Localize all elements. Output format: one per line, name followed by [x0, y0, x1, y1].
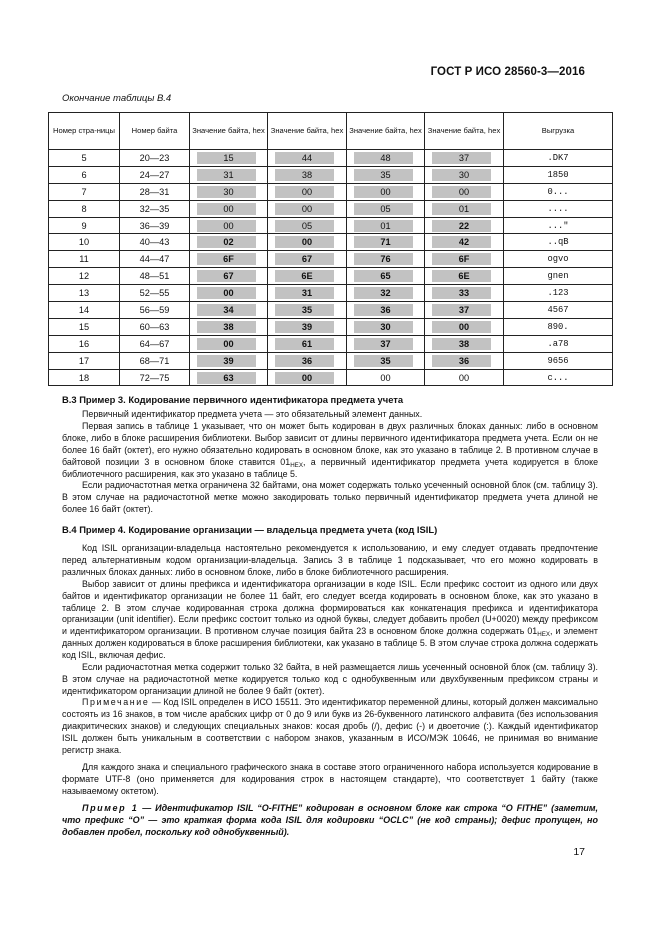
cell-byte: 28—31 — [120, 183, 190, 200]
cell-hex: 39 — [190, 352, 268, 369]
cell-dump: 0... — [504, 183, 613, 200]
cell-page: 15 — [49, 318, 120, 335]
table-row — [49, 335, 613, 352]
cell-hex: 00 — [190, 200, 268, 217]
cell-dump: .123 — [504, 285, 613, 302]
cell-page: 14 — [49, 302, 120, 319]
cell-hex: 00 — [268, 369, 347, 386]
cell-hex: 67 — [190, 268, 268, 285]
col-header-dump: Выгрузка — [504, 113, 613, 150]
table-row — [49, 285, 613, 302]
cell-hex: 42 — [425, 234, 504, 251]
cell-page: 18 — [49, 369, 120, 386]
table-row — [49, 234, 613, 251]
cell-hex: 6E — [268, 268, 347, 285]
cell-hex: 02 — [190, 234, 268, 251]
cell-hex: 00 — [268, 183, 347, 200]
cell-byte: 64—67 — [120, 335, 190, 352]
cell-page: 16 — [49, 335, 120, 352]
table-row — [49, 302, 613, 319]
cell-hex: 31 — [268, 285, 347, 302]
col-header-hex2: Значение байта, hex — [268, 113, 347, 150]
paragraph: Первая запись в таблице 1 указывает, что он может быть кодирован в двух различных блоках данных: либо в основном блоке, либо в блоке расширения библиотеки. Выбор зависит от длины первичного идентификатора предмета учета. Если он не более 16 байт (октет), его нужно обязательно кодировать в основном блоке, как это указано в таблице 2. В противном случае в байтовой позиции 3 в основном блоке ставится $01_{HEX}$, а первичный идентификатор предмета учета кодируется в блоке библиотечного расширения, как это указано в таблице 5. — [62, 420, 599, 479]
cell-hex: 36 — [268, 352, 347, 369]
cell-hex: 00 — [425, 369, 504, 386]
cell-page: 9 — [49, 217, 120, 234]
cell-byte: 68—71 — [120, 352, 190, 369]
cell-hex: 61 — [268, 335, 347, 352]
cell-hex: 00 — [190, 285, 268, 302]
cell-hex: 05 — [347, 200, 425, 217]
section-b4-title: В.4 Пример 4. Кодирование организации — владельца предмета учета (код ISIL) — [62, 524, 438, 535]
cell-page: 13 — [49, 285, 120, 302]
cell-hex: 00 — [347, 369, 425, 386]
cell-hex: 39 — [268, 318, 347, 335]
example-label: Пример 1 — [82, 803, 139, 813]
paragraph: Если радиочастотная метка содержит только 32 байта, в ней размещается лишь усеченный основной блок (см. таблицу 3). В этом случае на радиочастотной метке кодируется только код с однобуквенным или двухбуквенным префиксом страны и идентификатором организации длиной не более 9 байт (октет). — [62, 662, 598, 696]
cell-hex: 76 — [347, 251, 425, 268]
cell-dump: ..qB — [504, 234, 613, 251]
table-row — [49, 369, 613, 386]
cell-byte: 44—47 — [120, 251, 190, 268]
col-header-hex4: Значение байта, hex — [425, 113, 504, 150]
col-header-byte: Номер байта — [120, 113, 190, 150]
example-paragraph: Пример 1 — Идентификатор ISIL “O-FITHE” кодирован в основном блоке как строка “O FITHE” (заметим, что префикс “O” — это краткая форма кода ISIL для кодировки “OCLC” (не код страны); дефис пропущен, но добавлен пробел, поскольку код однобуквенный). — [62, 803, 598, 837]
cell-page: 10 — [49, 234, 120, 251]
cell-hex: 35 — [347, 352, 425, 369]
cell-hex: 30 — [347, 318, 425, 335]
cell-hex: 33 — [425, 285, 504, 302]
paragraph: Для каждого знака и специального графического знака в составе этого ограниченного набора используется кодирование в формате UTF-8 (оно применяется для кодирования строк в настоящем стандарте), что соответствует 1 байту (также называемому октетом). — [62, 762, 598, 796]
cell-hex: 01 — [347, 217, 425, 234]
table-row — [49, 150, 613, 167]
document-header: ГОСТ Р ИСО 28560-3—2016 — [430, 66, 585, 78]
cell-hex: 35 — [347, 166, 425, 183]
section-b4-utf8 — [62, 762, 598, 798]
cell-hex: 63 — [190, 369, 268, 386]
cell-hex: 6F — [425, 251, 504, 268]
paragraph: Код ISIL организации-владельца настоятельно рекомендуется к использованию, и ему следует отдавать предпочтение перед альтернативным кодом организации-владельца. Запись 3 в таблице 1 подсказывает, что его можно кодировать в различных блоках данных: либо в основном блоке, либо в блоке библиотечного расширения. — [62, 543, 598, 577]
table-row — [49, 318, 613, 335]
table-row — [49, 352, 613, 369]
cell-hex: 65 — [347, 268, 425, 285]
cell-hex: 36 — [347, 302, 425, 319]
cell-dump: 9656 — [504, 352, 613, 369]
section-b3-title: В.3 Пример 3. Кодирование первичного идентификатора предмета учета — [62, 394, 404, 405]
cell-hex: 15 — [190, 150, 268, 167]
cell-hex: 71 — [347, 234, 425, 251]
table-row — [49, 183, 613, 200]
cell-hex: 00 — [425, 318, 504, 335]
paragraph: Если радиочастотная метка ограничена 32 байтами, она может содержать только усеченный основной блок (см. таблицу 3). В этом случае на радиочастотной метке можно закодировать только первичный идентификатор предмета учета длиной не более 16 байт (октет). — [62, 480, 598, 515]
cell-hex: 6E — [425, 268, 504, 285]
cell-dump: 1850 — [504, 166, 613, 183]
cell-dump: c... — [504, 369, 613, 386]
cell-hex: 31 — [190, 166, 268, 183]
table-row — [49, 251, 613, 268]
cell-byte: 56—59 — [120, 302, 190, 319]
note-paragraph: Примечание — Код ISIL определен в ИСО 15511. Это идентификатор переменной длины, который должен максимально состоять из 16 знаков, в том числе арабских цифр от 0 до 9 или букв из 26-буквенного латинского алфавита (без использования диакритических знаков) и следующих специальных знаков: косая дробь (/), дефис (-) и двоеточие (:). Каждый идентификатор ISIL должен быть уникальным в соответствии с набором знаков, указанным в ИСО/МЭК 10646, не принимая во внимание регистр знака. — [62, 697, 598, 755]
paragraph: Первичный идентификатор предмета учета — это обязательный элемент данных. — [82, 409, 423, 419]
cell-dump: .... — [504, 200, 613, 217]
cell-hex: 30 — [425, 166, 504, 183]
cell-dump: ogvo — [504, 251, 613, 268]
cell-byte: 48—51 — [120, 268, 190, 285]
cell-hex: 38 — [425, 335, 504, 352]
table-caption: Окончание таблицы В.4 — [62, 93, 172, 104]
cell-hex: 37 — [425, 150, 504, 167]
cell-hex: 38 — [190, 318, 268, 335]
cell-hex: 22 — [425, 217, 504, 234]
note-block — [62, 697, 598, 757]
section-b4-body — [62, 543, 598, 698]
cell-hex: 34 — [190, 302, 268, 319]
cell-byte: 36—39 — [120, 217, 190, 234]
cell-hex: 32 — [347, 285, 425, 302]
note-label: Примечание — [82, 697, 150, 707]
cell-dump: .a78 — [504, 335, 613, 352]
cell-page: 5 — [49, 150, 120, 167]
cell-hex: 05 — [268, 217, 347, 234]
cell-hex: 35 — [268, 302, 347, 319]
cell-page: 6 — [49, 166, 120, 183]
cell-hex: 37 — [347, 335, 425, 352]
example-block — [62, 802, 598, 838]
cell-hex: 00 — [268, 200, 347, 217]
cell-hex: 01 — [425, 200, 504, 217]
cell-hex: 6F — [190, 251, 268, 268]
cell-byte: 32—35 — [120, 200, 190, 217]
cell-dump: 4567 — [504, 302, 613, 319]
paragraph: Выбор зависит от длины префикса и идентификатора организации в коде ISIL. Если префикс состоит из одного или двух байтов и идентификатор организации не более 11 байт, его следует всегда кодировать в основном блоке, как это указано в таблице 2. В этом случае кодированная строка должна формироваться как конкатенация префикса и идентификатора организации (unit identifier). Если префикс состоит только из одной буквы, следует добавить пробел (U+0020) между префиксом и идентификатором организации. В противном случае позиция байта 23 в основном блоке должна содержать $01_{HEX}$, и элемент данных должен кодироваться в блоке расширения библиотеки, как указано в таблице 5. В этом случае строка должна содержать код ISIL, включая дефис. — [62, 578, 598, 661]
section-b3-body — [62, 409, 598, 516]
cell-page: 7 — [49, 183, 120, 200]
cell-page: 8 — [49, 200, 120, 217]
cell-hex: 00 — [190, 335, 268, 352]
page-number: 17 — [573, 846, 585, 858]
cell-page: 17 — [49, 352, 120, 369]
col-header-hex3: Значение байта, hex — [347, 113, 425, 150]
cell-dump: 890. — [504, 318, 613, 335]
cell-hex: 38 — [268, 166, 347, 183]
cell-byte: 40—43 — [120, 234, 190, 251]
table-row — [49, 268, 613, 285]
cell-byte: 20—23 — [120, 150, 190, 167]
cell-byte: 52—55 — [120, 285, 190, 302]
table-row — [49, 217, 613, 234]
cell-dump: gnen — [504, 268, 613, 285]
cell-hex: 36 — [425, 352, 504, 369]
cell-hex: 00 — [268, 234, 347, 251]
cell-byte: 24—27 — [120, 166, 190, 183]
cell-hex: 37 — [425, 302, 504, 319]
cell-page: 12 — [49, 268, 120, 285]
cell-byte: 60—63 — [120, 318, 190, 335]
cell-hex: 00 — [425, 183, 504, 200]
cell-byte: 72—75 — [120, 369, 190, 386]
cell-hex: 48 — [347, 150, 425, 167]
cell-hex: 67 — [268, 251, 347, 268]
cell-page: 11 — [49, 251, 120, 268]
table-row — [49, 200, 613, 217]
cell-dump: .DK7 — [504, 150, 613, 167]
cell-hex: 44 — [268, 150, 347, 167]
table-header-row — [49, 113, 613, 150]
cell-hex: 00 — [190, 217, 268, 234]
col-header-hex1: Значение байта, hex — [190, 113, 268, 150]
col-header-page: Номер стра-ницы — [49, 113, 120, 150]
hex-table — [48, 112, 613, 386]
table-row — [49, 166, 613, 183]
cell-hex: 00 — [347, 183, 425, 200]
cell-hex: 30 — [190, 183, 268, 200]
cell-dump: ..." — [504, 217, 613, 234]
